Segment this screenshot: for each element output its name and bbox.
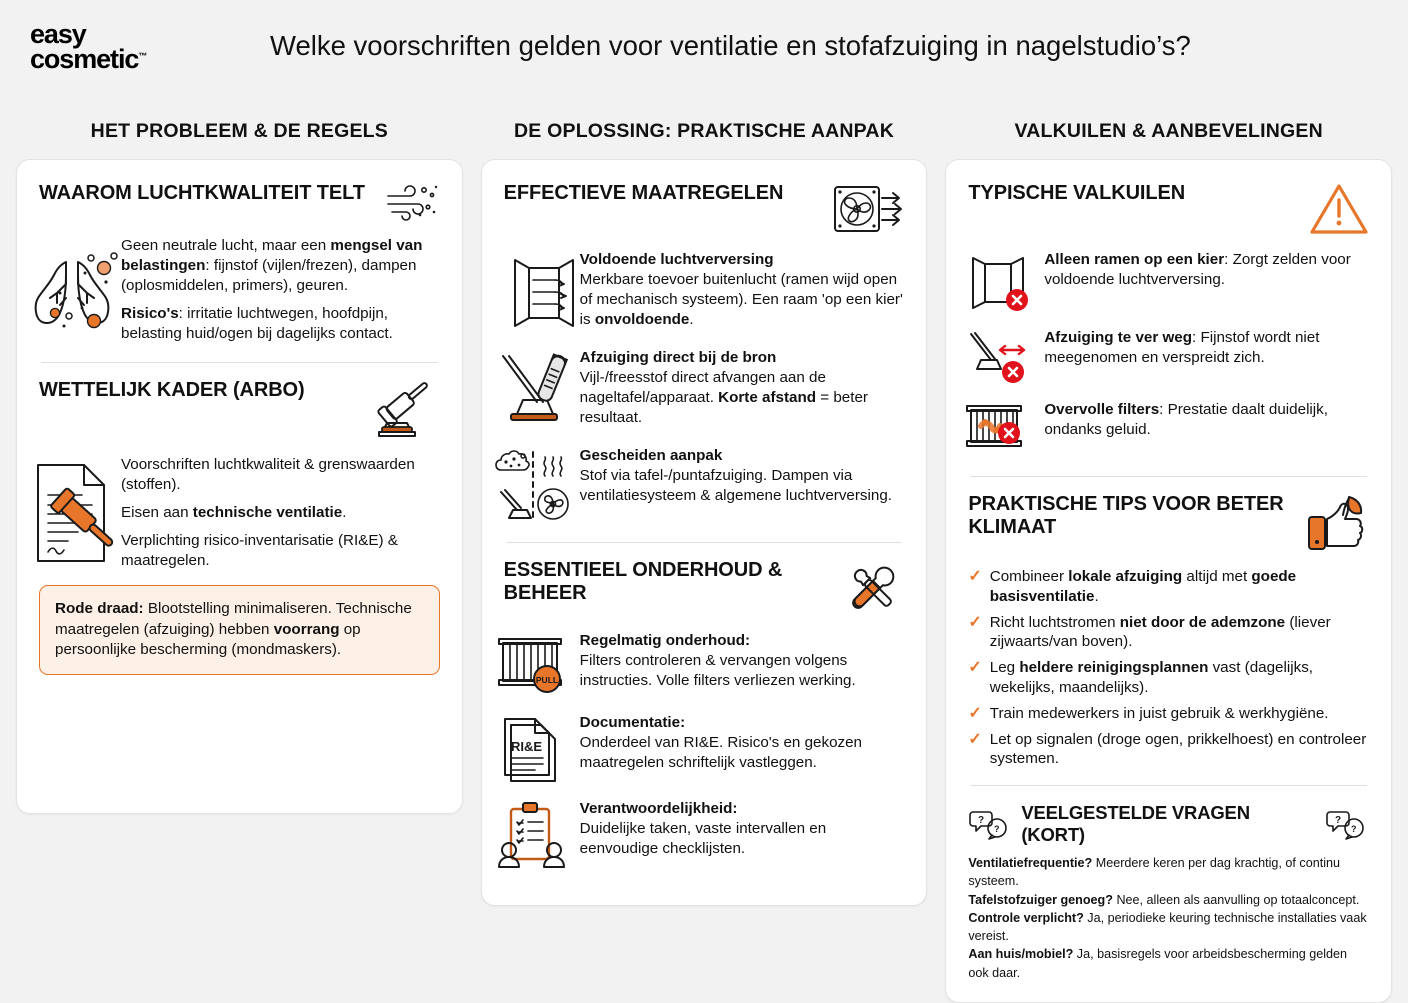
open-window-airflow-icon — [504, 250, 568, 334]
wind-icon — [384, 182, 440, 222]
text-lead: Voorschriften luchtkwaliteit & grenswaarden (stoffen). — [121, 456, 415, 494]
item-title: Verantwoordelijkheid: — [579, 800, 738, 817]
faq-answer: Nee, alleen als aanvulling op totaalconcept. — [1112, 892, 1360, 907]
text-tail: : irritatie luchtwegen, hoofdpijn, belasting huid/ogen bij dagelijks contact. — [121, 305, 393, 343]
section-header-onderhoud — [504, 559, 905, 617]
section-header-wettelijk-kader — [39, 379, 440, 441]
faq-item — [968, 854, 1369, 891]
faq-answer: Ja, periodieke keuring technische installaties vaak vereist. — [968, 910, 1367, 943]
brand-line1: easy — [30, 19, 86, 49]
window-cross-icon — [968, 250, 1032, 314]
columns-container — [0, 120, 1408, 1003]
list-item — [968, 567, 1369, 607]
item-tail: . — [689, 311, 694, 329]
column-title: VALKUILEN & AANBEVELINGEN — [1014, 120, 1323, 142]
thumbs-up-leaf-icon — [1303, 493, 1369, 553]
section-header-tips — [968, 493, 1369, 553]
rie-document-icon — [504, 713, 568, 785]
paragraph — [121, 531, 440, 571]
section-title: EFFECTIEVE MAATREGELEN — [503, 182, 784, 204]
pitfall-text — [1044, 250, 1369, 290]
question-bubbles-icon — [1325, 809, 1369, 839]
filter-pull-icon — [504, 631, 568, 699]
column-pitfalls — [945, 120, 1392, 1003]
text-tail: : fijnstof (vijlen/frezen), dampen (oplosmiddelen, primers), geuren. — [121, 257, 417, 295]
item-title: Afzuiging direct bij de bron — [579, 349, 777, 366]
item-tail: = beter resultaat. — [579, 389, 868, 427]
faq-item — [968, 909, 1369, 946]
pitfall-text — [1044, 328, 1369, 368]
item-title: Voldoende luchtverversing — [579, 251, 774, 268]
item-title: Regelmatig onderhoud: — [579, 632, 751, 649]
svg-text:?: ? — [978, 815, 985, 826]
faq-question: Ventilatiefrequentie? — [968, 856, 1093, 870]
callout-bold-2: voorrang — [273, 620, 340, 638]
pitfall-overvolle-filters — [968, 400, 1369, 460]
item-lead: Vijl-/freesstof direct afvangen aan de nageltafel/apparaat. — [579, 369, 826, 407]
pitfall-rest: : Fijnstof wordt niet meegenomen en verspreidt zich. — [1044, 329, 1320, 367]
callout-text-2: op persoonlijke bescherming (mondmaskers). — [55, 620, 361, 659]
item-text — [580, 713, 905, 773]
item-text — [580, 799, 905, 859]
section-divider — [970, 476, 1367, 477]
check-icon: ✓ — [968, 730, 982, 748]
item-gescheiden-aanpak — [504, 446, 905, 526]
section-title: TYPISCHE VALKUILEN — [968, 182, 1186, 204]
svg-text:?: ? — [1335, 815, 1342, 826]
column-title: HET PROBLEEM & DE REGELS — [90, 120, 388, 142]
section-title: ESSENTIEEL ONDERHOUD & BEHEER — [503, 559, 783, 605]
item-bold: Korte afstand — [718, 389, 817, 407]
pitfall-text — [1044, 400, 1369, 440]
column-solution — [481, 120, 928, 1003]
svg-text:PULL: PULL — [535, 675, 558, 685]
tools-icon — [842, 559, 904, 617]
pitfall-rest: : Prestatie daalt duidelijk, ondanks geluid. — [1044, 401, 1328, 439]
tip-text: Combineer lokale afzuiging altijd met goede basisventilatie. — [989, 568, 1297, 605]
document-gavel-icon — [39, 455, 109, 569]
faq-title: VEELGESTELDE VRAGEN (KORT) — [1021, 802, 1250, 845]
text-tail: . — [342, 504, 347, 522]
item-verantwoordelijkheid — [504, 799, 905, 871]
column-title: DE OPLOSSING: PRAKTISCHE AANPAK — [514, 120, 894, 142]
brand-line2: cosmetic — [30, 44, 139, 75]
item-text — [580, 446, 905, 506]
item-lead: Merkbare toevoer buitenlucht (ramen wijd open of mechanisch systeem). Een raam 'op een kier' is — [579, 271, 903, 329]
item-lead: Duidelijke taken, vaste intervallen en eenvoudige checklijsten. — [579, 820, 827, 858]
svg-text:?: ? — [1351, 824, 1357, 834]
faq-item — [968, 945, 1369, 982]
lungs-icon — [39, 236, 109, 346]
brand-logo — [0, 16, 270, 73]
item-documentatie — [504, 713, 905, 785]
text-lead: Eisen aan — [121, 504, 193, 522]
check-icon: ✓ — [968, 659, 982, 676]
block-luchtkwaliteit — [39, 236, 440, 346]
svg-text:?: ? — [994, 824, 1000, 834]
column-problem-rules — [16, 120, 463, 1003]
item-afzuiging-bron — [504, 348, 905, 432]
text-bold: technische ventilatie — [192, 504, 343, 522]
callout-label: Rode draad: — [55, 600, 144, 618]
item-lead: Onderdeel van RI&E. Risico's en gekozen maatregelen schriftelijk vastleggen. — [579, 734, 863, 772]
section-divider — [41, 362, 438, 363]
callout-rode-draad — [39, 585, 440, 675]
trademark-symbol: ™ — [138, 51, 148, 62]
list-item — [968, 658, 1369, 698]
paragraph — [121, 455, 440, 495]
check-icon: ✓ — [968, 568, 982, 585]
section-divider — [970, 785, 1367, 786]
faq-question: Aan huis/mobiel? — [968, 947, 1074, 962]
block-text — [121, 236, 440, 344]
pitfall-bold: Overvolle filters — [1044, 401, 1160, 418]
section-title: WAAROM LUCHTKWALITEIT TELT — [39, 182, 365, 204]
text-bold: mengsel van belastingen — [121, 237, 423, 275]
paragraph — [121, 503, 440, 523]
svg-text:RI&E: RI&E — [510, 739, 542, 754]
text-lead: Verplichting risico-inventarisatie (RI&E) & maatregelen. — [121, 532, 398, 570]
item-title: Gescheiden aanpak — [579, 447, 723, 464]
paragraph — [121, 304, 440, 344]
item-title: Documentatie: — [579, 714, 686, 731]
tip-text: Let op signalen (droge ogen, prikkelhoest) en controleer systemen. — [989, 730, 1367, 768]
page-title: Welke voorschriften gelden voor ventilatie en stofafzuiging in nagelstudio’s? — [270, 30, 1191, 61]
tip-text: Leg heldere reinigingsplannen vast (dagelijks, wekelijks, maandelijks). — [989, 659, 1314, 696]
item-text — [580, 631, 905, 691]
warning-triangle-icon — [1309, 182, 1369, 236]
text-bold: Risico's — [121, 305, 179, 323]
pitfall-bold: Afzuiging te ver weg — [1044, 329, 1193, 346]
faq-question: Tafelstofzuiger genoeg? — [968, 892, 1113, 907]
faq-answer: Ja, basisregels voor arbeidsbescherming gelden ook daar. — [968, 947, 1348, 980]
card-pitfalls — [945, 159, 1392, 1003]
item-text — [580, 348, 905, 428]
tip-text: Train medewerkers in juist gebruik & werkhygiëne. — [989, 704, 1329, 722]
extraction-nozzle-icon — [504, 348, 568, 432]
gavel-icon — [378, 379, 440, 441]
item-lead: Filters controleren & vervangen volgens instructies. Volle filters verliezen werking. — [579, 652, 856, 690]
clipboard-people-icon — [504, 799, 568, 871]
item-voldoende-luchtverversing — [504, 250, 905, 334]
list-item — [968, 730, 1369, 770]
section-title: PRAKTISCHE TIPS VOOR BETER KLIMAAT — [968, 493, 1284, 539]
block-wettelijk-kader — [39, 455, 440, 571]
check-icon: ✓ — [968, 704, 982, 722]
section-title: WETTELIJK KADER (ARBO) — [39, 379, 305, 401]
item-lead: Stof via tafel-/puntafzuiging. Dampen via ventilatiesysteem & algemene luchtverversing. — [579, 467, 893, 505]
card-solution — [481, 159, 928, 906]
section-header-maatregelen — [504, 182, 905, 236]
faq-header — [968, 802, 1369, 846]
fan-exhaust-icon — [832, 182, 904, 236]
section-header-valkuilen — [968, 182, 1369, 236]
faq-answer: Meerdere keren per dag krachtig, of continu systeem. — [968, 856, 1341, 889]
callout-text-1: Blootstelling minimaliseren. Technische maatregelen (afzuiging) hebben — [55, 600, 412, 638]
faq-list — [968, 854, 1369, 982]
list-item — [968, 704, 1369, 724]
pitfall-ramen-kier — [968, 250, 1369, 314]
tips-list — [968, 567, 1369, 769]
paragraph — [121, 236, 440, 296]
faq-question: Controle verplicht? — [968, 910, 1084, 925]
item-regelmatig-onderhoud — [504, 631, 905, 699]
dust-vapour-split-icon — [504, 446, 568, 526]
check-icon: ✓ — [968, 613, 982, 631]
list-item — [968, 613, 1369, 653]
section-divider — [506, 542, 903, 543]
item-bold: onvoldoende — [594, 311, 690, 329]
card-problem-rules — [16, 159, 463, 814]
header — [0, 0, 1408, 120]
block-text — [121, 455, 440, 571]
question-bubbles-icon — [968, 809, 1012, 839]
text-lead: Geen neutrale lucht, maar een — [121, 237, 331, 254]
tip-text: Richt luchtstromen niet door de ademzone (liever zijwaarts/van boven). — [989, 613, 1331, 651]
pitfall-rest: : Zorgt zelden voor voldoende luchtverversing. — [1044, 251, 1351, 289]
item-text — [580, 250, 905, 330]
faq-item — [968, 891, 1369, 909]
pitfall-afzuiging-ver — [968, 328, 1369, 386]
section-header-luchtkwaliteit — [39, 182, 440, 222]
nozzle-distance-cross-icon — [968, 328, 1032, 386]
pitfall-bold: Alleen ramen op een kier — [1044, 251, 1225, 268]
clogged-filter-cross-icon — [968, 400, 1032, 460]
